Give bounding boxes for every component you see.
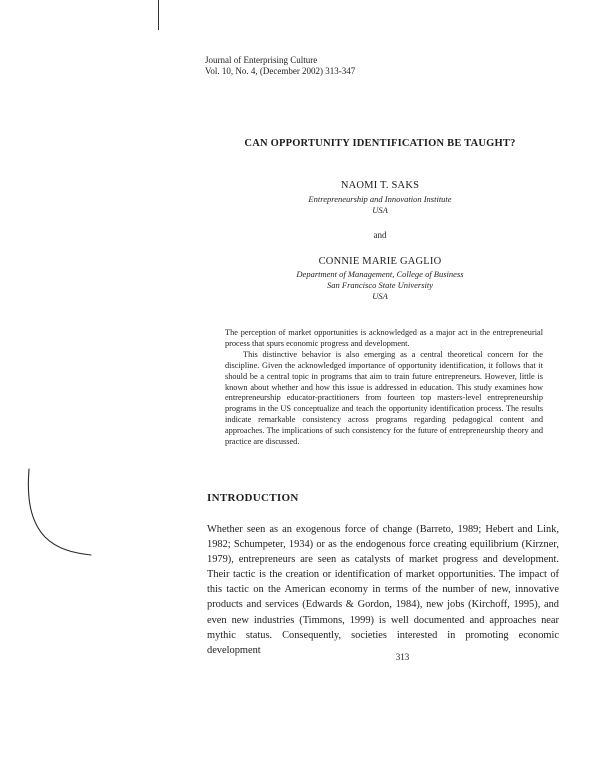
author-1-affiliation-2: USA bbox=[372, 205, 388, 215]
author-1-affiliation-1: Entrepreneurship and Innovation Institute bbox=[308, 194, 452, 204]
page-number: 313 bbox=[395, 652, 410, 662]
scan-edge-line bbox=[158, 0, 159, 30]
abstract-paragraph-2: This distinctive behavior is also emerging as a central theoretical concern for the discipline. Given the acknowledged importance of opportunity identification, it follows that it should be a central topic in programs that aim to train future entrepreneurs. However, little is known about whether and how this issue is addressed in education. This study examines how entrepreneurship educator-practitioners from fourteen top masters-level entrepreneurship programs in the US conceptualize and teach the opportunity identification process. The results indicate remarkable consistency across programs regarding pedagogical content and approaches. The implications of such consistency for the future of entrepreneurship theory and practice are discussed. bbox=[225, 349, 543, 447]
body-text bbox=[207, 522, 559, 658]
paper-title: CAN OPPORTUNITY IDENTIFICATION BE TAUGHT? bbox=[244, 138, 516, 149]
margin-pen-mark bbox=[15, 465, 95, 565]
abstract-paragraph-1: The perception of market opportunities is acknowledged as a major act in the entrepreneurial process that spurs economic progress and development. bbox=[225, 328, 543, 348]
author-1-name: NAOMI T. SAKS bbox=[340, 180, 420, 191]
author-2-name: CONNIE MARIE GAGLIO bbox=[318, 256, 442, 267]
author-1 bbox=[200, 180, 560, 216]
journal-citation: Vol. 10, No. 4, (December 2002) 313-347 bbox=[205, 66, 356, 76]
author-2-affiliation-1: Department of Management, College of Business bbox=[296, 269, 464, 279]
author-2-affiliation-2: San Francisco State University bbox=[327, 280, 433, 290]
journal-name: Journal of Enterprising Culture bbox=[205, 55, 318, 65]
author-2 bbox=[200, 256, 560, 302]
author-2-affiliation-3: USA bbox=[372, 291, 388, 301]
body-paragraph: Whether seen as an exogenous force of change (Barreto, 1989; Hebert and Link, 1982; Schumpeter, 1934) or as the endogenous force creating equilibrium (Kirzner, 1979), entrepreneurs are seen as catalysts of market progress and development. Their tactic is the creation or identification of market opportunities. The impact of this tactic on the American economy in terms of the number of new, innovative products and services (Edwards & Gordon, 1984), new jobs (Kirchoff, 1995), and even new industries (Timmons, 1999) is well documented and approaches near mythic status. Consequently, societies interested in promoting economic development bbox=[207, 524, 559, 656]
section-heading: INTRODUCTION bbox=[207, 492, 299, 504]
journal-header bbox=[205, 55, 355, 77]
author-conjunction: and bbox=[373, 230, 387, 240]
abstract bbox=[225, 328, 543, 448]
